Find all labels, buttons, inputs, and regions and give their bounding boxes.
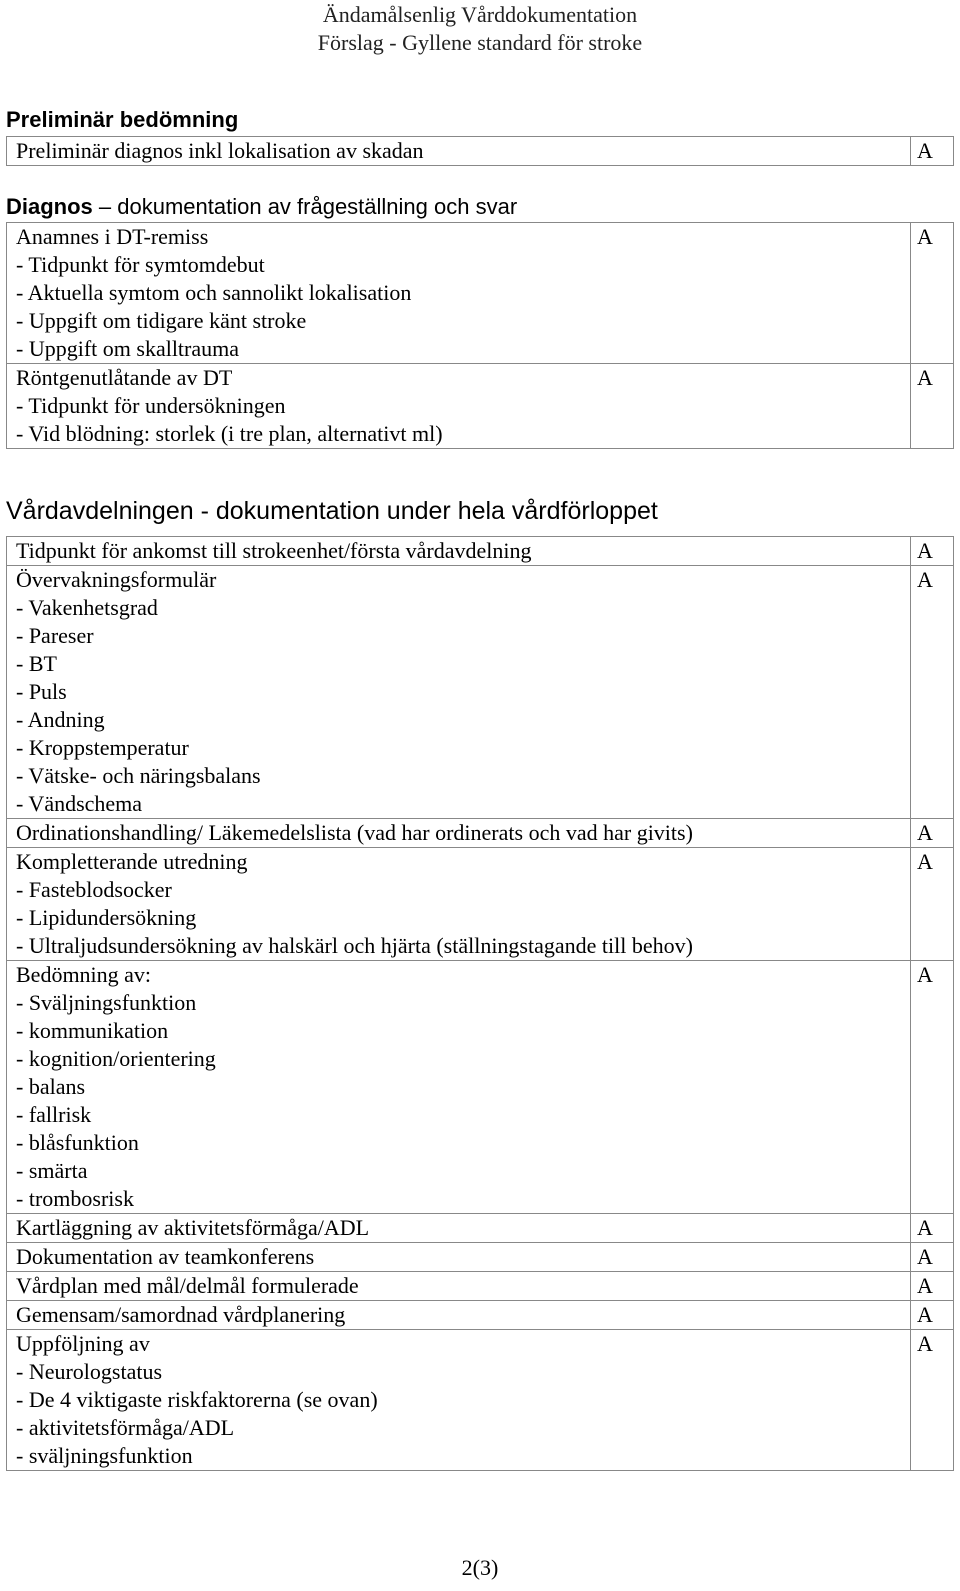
item-line: - trombosrisk	[16, 1186, 134, 1211]
item-line: Övervakningsformulär	[16, 567, 217, 592]
item-line: - kommunikation	[16, 1018, 169, 1043]
level-mark-text: A	[917, 365, 933, 390]
level-mark	[911, 819, 954, 848]
level-mark	[911, 223, 954, 364]
table-row	[7, 1214, 954, 1243]
table-row	[7, 566, 954, 819]
level-mark-text: A	[917, 820, 933, 845]
table-row	[7, 819, 954, 848]
item-cell	[7, 566, 911, 819]
table-diagnos	[6, 222, 954, 449]
table-row	[7, 364, 954, 449]
item-line: - Kroppstemperatur	[16, 735, 189, 760]
item-line: - Fasteblodsocker	[16, 877, 172, 902]
item-line: Uppföljning av	[16, 1331, 150, 1356]
item-line: - Andning	[16, 707, 105, 732]
item-cell	[7, 1301, 911, 1330]
level-mark-text: A	[917, 224, 933, 249]
item-line: - Tidpunkt för symtomdebut	[16, 252, 265, 277]
item-line: Preliminär diagnos inkl lokalisation av skadan	[16, 138, 424, 163]
section-title-diagnos	[6, 194, 517, 220]
item-line: - Vakenhetsgrad	[16, 595, 158, 620]
section-title-diagnos-bold: Diagnos	[6, 194, 93, 219]
table-row	[7, 1243, 954, 1272]
item-line: - Vid blödning: storlek (i tre plan, alternativt ml)	[16, 421, 443, 446]
document-title: Ändamålsenlig Vårddokumentation	[322, 2, 638, 27]
level-mark	[911, 961, 954, 1214]
item-line: - Lipidundersökning	[16, 905, 197, 930]
item-line: Kompletterande utredning	[16, 849, 248, 874]
item-line: Anamnes i DT-remiss	[16, 224, 209, 249]
item-line: - Pareser	[16, 623, 94, 648]
item-line: - smärta	[16, 1158, 88, 1183]
level-mark-text: A	[917, 138, 933, 163]
level-mark	[911, 848, 954, 961]
table-row	[7, 961, 954, 1214]
table-preliminar	[6, 136, 954, 166]
item-cell	[7, 819, 911, 848]
item-line: - fallrisk	[16, 1102, 92, 1127]
item-line: - Ultraljudsundersökning av halskärl och hjärta (ställningstagande till behov)	[16, 933, 693, 958]
item-cell	[7, 537, 911, 566]
item-line: - Uppgift om tidigare känt stroke	[16, 308, 307, 333]
level-mark	[911, 1272, 954, 1301]
item-line: - BT	[16, 651, 57, 676]
item-cell	[7, 1272, 911, 1301]
item-line: Vårdplan med mål/delmål formulerade	[16, 1273, 359, 1298]
item-cell	[7, 1330, 911, 1471]
item-line: Kartläggning av aktivitetsförmåga/ADL	[16, 1215, 370, 1240]
item-line: - Aktuella symtom och sannolikt lokalisation	[16, 280, 412, 305]
item-line: - Uppgift om skalltrauma	[16, 336, 240, 361]
section-title-diagnos-rest: – dokumentation av frågeställning och svar	[92, 194, 518, 219]
level-mark	[911, 1243, 954, 1272]
item-line: - aktivitetsförmåga/ADL	[16, 1415, 235, 1440]
item-line: Bedömning av:	[16, 962, 152, 987]
item-line: Ordinationshandling/ Läkemedelslista (vad har ordinerats och vad har givits)	[16, 820, 693, 845]
level-mark-text: A	[917, 567, 933, 592]
table-row	[7, 1301, 954, 1330]
item-line: - blåsfunktion	[16, 1130, 139, 1155]
level-mark-text: A	[917, 538, 933, 563]
item-cell	[7, 1243, 911, 1272]
table-row	[7, 137, 954, 166]
item-line: Gemensam/samordnad vårdplanering	[16, 1302, 346, 1327]
level-mark	[911, 537, 954, 566]
item-line: - De 4 viktigaste riskfaktorerna (se ovan)	[16, 1387, 378, 1412]
level-mark-text: A	[917, 1215, 933, 1240]
item-line: - balans	[16, 1074, 86, 1099]
item-line: - Vändschema	[16, 791, 143, 816]
level-mark-text: A	[917, 1273, 933, 1298]
item-line: - Vätske- och näringsbalans	[16, 763, 261, 788]
item-line: - kognition/orientering	[16, 1046, 216, 1071]
level-mark-text: A	[917, 1331, 933, 1356]
table-vardavdelningen	[6, 536, 954, 1471]
item-line: - Neurologstatus	[16, 1359, 163, 1384]
item-cell	[7, 137, 911, 166]
level-mark	[911, 1301, 954, 1330]
level-mark	[911, 364, 954, 449]
section-title-vardavdelningen: Vårdavdelningen - dokumentation under hela vårdförloppet	[6, 497, 658, 525]
level-mark-text: A	[917, 962, 933, 987]
item-line: - Puls	[16, 679, 67, 704]
item-line: - Tidpunkt för undersökningen	[16, 393, 286, 418]
item-cell	[7, 848, 911, 961]
item-cell	[7, 1214, 911, 1243]
level-mark	[911, 1214, 954, 1243]
item-line: Dokumentation av teamkonferens	[16, 1244, 315, 1269]
table-row	[7, 848, 954, 961]
item-line: Tidpunkt för ankomst till strokeenhet/första vårdavdelning	[16, 538, 532, 563]
level-mark	[911, 1330, 954, 1471]
section-title-preliminar: Preliminär bedömning	[6, 107, 239, 132]
page-number: 2(3)	[461, 1555, 499, 1580]
item-line: - sväljningsfunktion	[16, 1443, 193, 1468]
item-cell	[7, 223, 911, 364]
item-line: - Sväljningsfunktion	[16, 990, 197, 1015]
level-mark	[911, 137, 954, 166]
table-row	[7, 537, 954, 566]
item-line: Röntgenutlåtande av DT	[16, 365, 233, 390]
table-row	[7, 1272, 954, 1301]
table-row	[7, 1330, 954, 1471]
level-mark-text: A	[917, 849, 933, 874]
level-mark-text: A	[917, 1302, 933, 1327]
document-subtitle: Förslag - Gyllene standard för stroke	[317, 30, 643, 55]
item-cell	[7, 961, 911, 1214]
item-cell	[7, 364, 911, 449]
level-mark	[911, 566, 954, 819]
table-row	[7, 223, 954, 364]
level-mark-text: A	[917, 1244, 933, 1269]
